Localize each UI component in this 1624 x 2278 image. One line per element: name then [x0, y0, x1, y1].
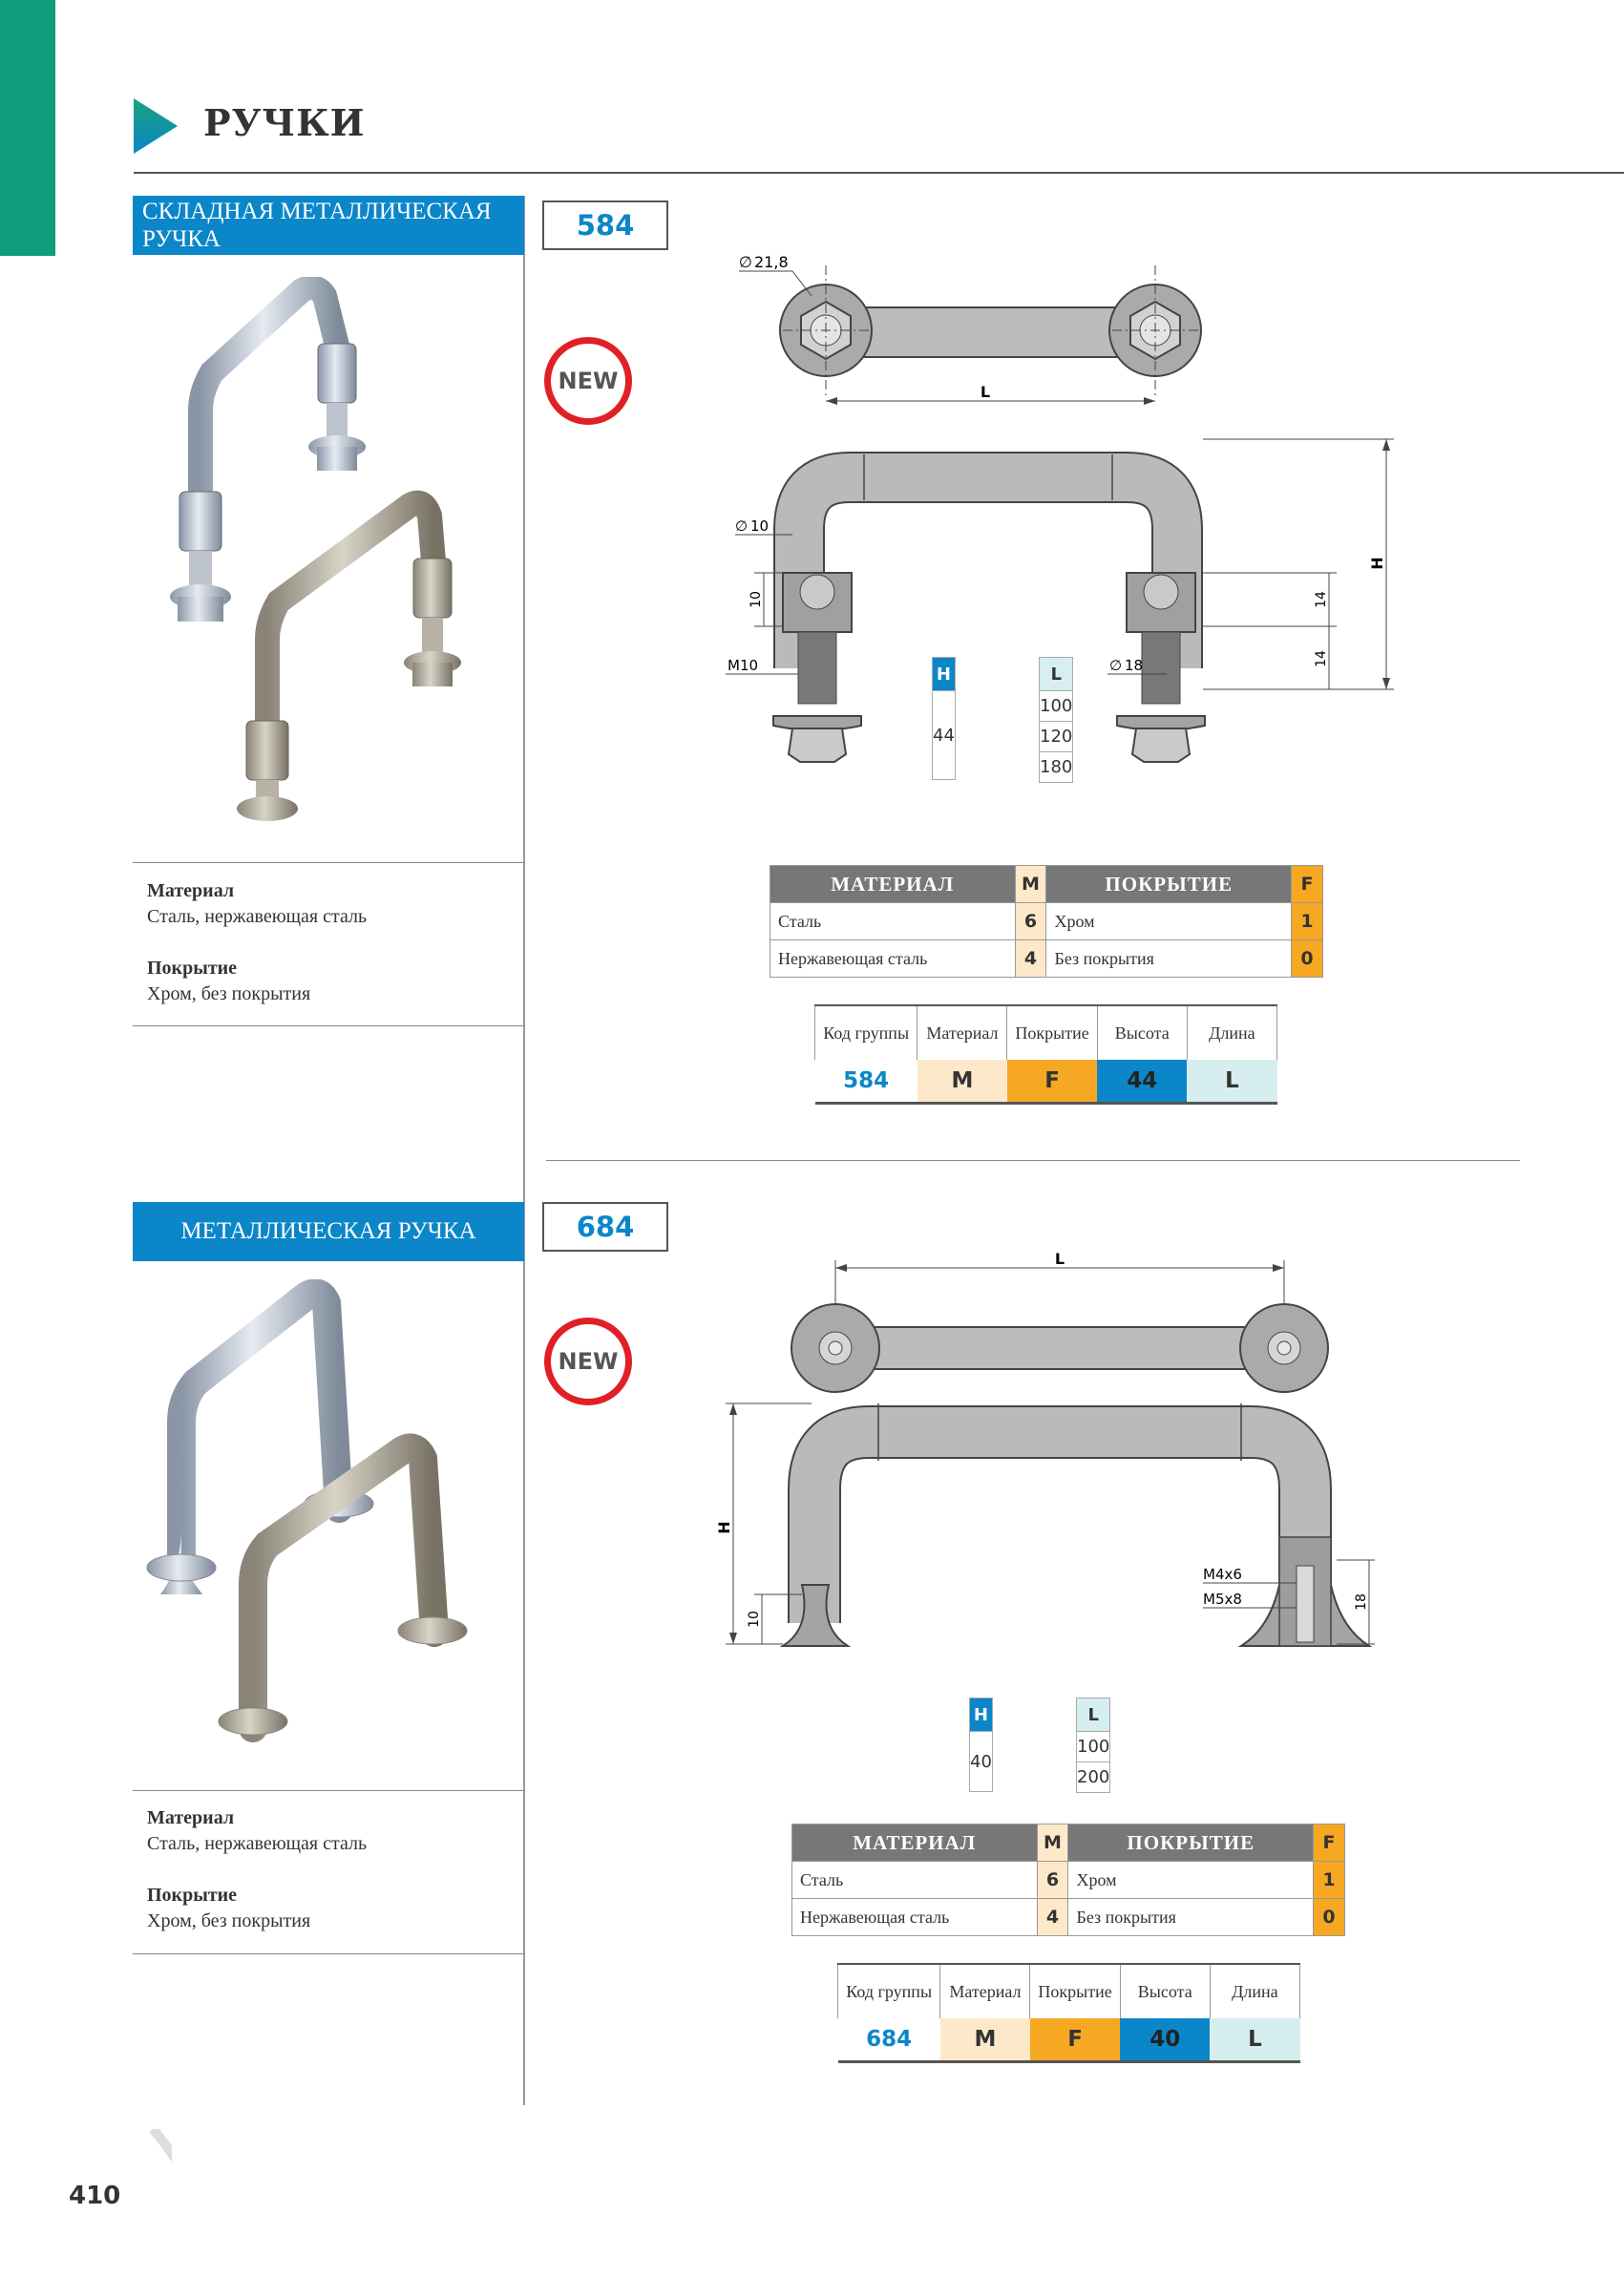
svg-text:10: 10	[750, 517, 770, 535]
material-value: Сталь, нержавеющая сталь	[147, 906, 368, 927]
page-title: РУЧКИ	[203, 101, 366, 144]
svg-text:∅: ∅	[1109, 657, 1123, 674]
svg-text:14: 14	[1314, 591, 1329, 608]
material-coating-table-684: МАТЕРИАЛ M ПОКРЫТИЕ F Сталь 6 Хром 1 Нержавеющая сталь 4 Без покрытия 0	[791, 1824, 1345, 1936]
divider	[133, 862, 524, 863]
header-divider	[134, 172, 1624, 174]
material-label: Материал	[147, 1807, 235, 1828]
product-photo-684	[143, 1279, 506, 1747]
svg-text:18: 18	[1125, 657, 1144, 674]
svg-text:14: 14	[1314, 650, 1329, 667]
svg-text:10: 10	[749, 591, 764, 608]
svg-text:M5x8: M5x8	[1203, 1591, 1242, 1608]
svg-text:M4x6: M4x6	[1203, 1566, 1242, 1583]
page-number: 410	[69, 2182, 121, 2210]
technical-drawing-684	[707, 1232, 1394, 1661]
material-coating-table-584: МАТЕРИАЛ M ПОКРЫТИЕ F Сталь 6 Хром 1 Нержавеющая сталь 4 Без покрытия 0	[770, 865, 1323, 978]
svg-text:∅: ∅	[739, 253, 752, 271]
svg-text:21,8: 21,8	[754, 253, 789, 271]
new-badge: NEW	[544, 1318, 632, 1405]
group-code-table-684: Код группы Материал Покрытие Высота Длина 684 M F 40 L	[837, 1963, 1300, 2063]
svg-text:L: L	[980, 383, 991, 401]
section-divider	[546, 1160, 1520, 1161]
group-code-table-584: Код группы Материал Покрытие Высота Длина 584 M F 44 L	[814, 1004, 1277, 1105]
product-code-584: 584	[542, 200, 668, 250]
svg-text:10: 10	[747, 1611, 762, 1628]
coating-label: Покрытие	[147, 958, 238, 979]
column-divider	[523, 196, 525, 2105]
svg-text:∅: ∅	[735, 517, 749, 535]
svg-text:M10: M10	[728, 657, 759, 674]
divider	[133, 1953, 524, 1954]
svg-text:L: L	[1054, 1250, 1065, 1268]
material-value: Сталь, нержавеющая сталь	[147, 1833, 368, 1854]
product-photo-584	[143, 277, 506, 831]
product-code-684: 684	[542, 1202, 668, 1252]
new-badge: NEW	[544, 337, 632, 425]
green-accent-bar	[0, 0, 55, 256]
coating-label: Покрытие	[147, 1885, 238, 1906]
svg-text:18: 18	[1354, 1593, 1369, 1611]
material-label: Материал	[147, 880, 235, 901]
svg-text:H: H	[1368, 557, 1386, 570]
coating-value: Хром, без покрытия	[147, 1910, 311, 1931]
divider	[133, 1025, 524, 1026]
product-title-584: СКЛАДНАЯ МЕТАЛЛИЧЕСКАЯ РУЧКА	[133, 196, 524, 255]
play-arrow-icon	[134, 98, 178, 154]
coating-value: Хром, без покрытия	[147, 983, 311, 1004]
svg-text:H: H	[715, 1521, 733, 1534]
product-title-684: МЕТАЛЛИЧЕСКАЯ РУЧКА	[133, 1202, 524, 1261]
divider	[133, 1790, 524, 1791]
